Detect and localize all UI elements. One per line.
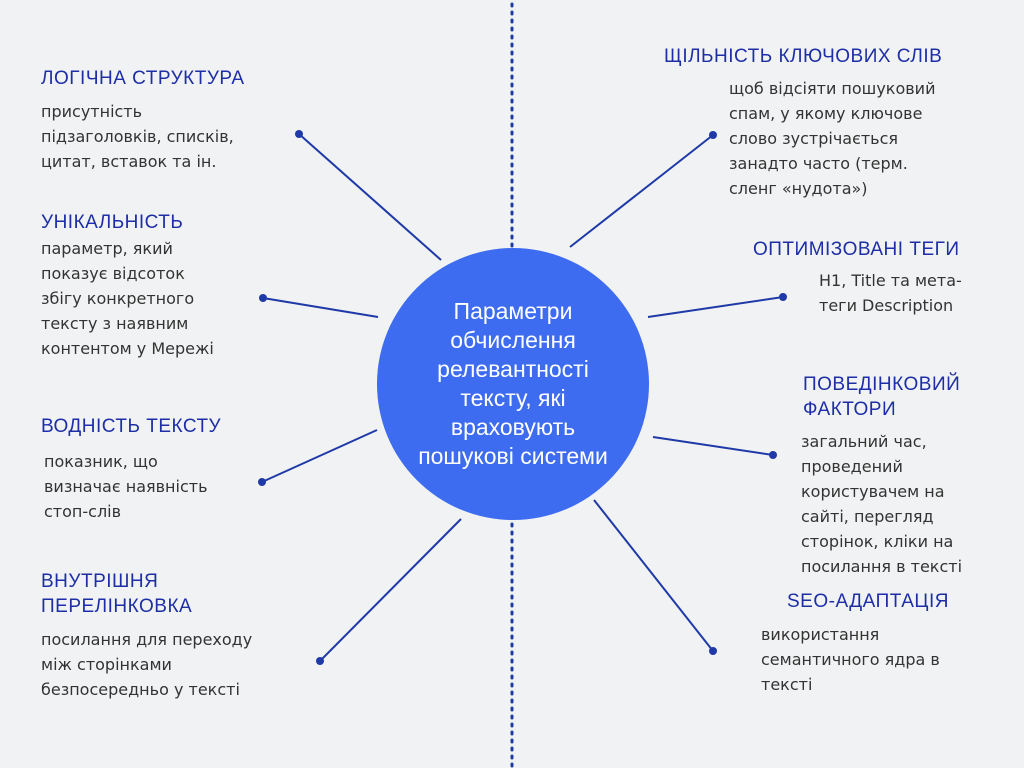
node-title-seo-adaptation: SEO-АДАПТАЦІЯ bbox=[787, 591, 949, 612]
connector-behavioral-factors bbox=[653, 437, 773, 455]
node-title-uniqueness: УНІКАЛЬНІСТЬ bbox=[41, 212, 184, 233]
connector-dot bbox=[259, 294, 267, 302]
node-desc-seo-adaptation: використання семантичного ядра в тексті bbox=[761, 625, 940, 694]
central-node-label: Параметри обчислення релевантності тексту, які враховують пошукові системи bbox=[418, 298, 608, 469]
node-desc-text-water: показник, що визначає наявність стоп-слів bbox=[44, 452, 208, 521]
node-title-logical-structure: ЛОГІЧНА СТРУКТУРА bbox=[41, 68, 245, 89]
connector-text-water bbox=[262, 430, 377, 482]
connector-dot bbox=[709, 647, 717, 655]
connector-dot bbox=[769, 451, 777, 459]
connector-dot bbox=[709, 131, 717, 139]
node-desc-behavioral-factors: загальний час, проведений користувачем на сайті, перегляд сторінок, кліки на посилання в тексті bbox=[801, 432, 963, 576]
connector-dot bbox=[258, 478, 266, 486]
node-desc-logical-structure: присутність підзаголовків, списків, цитат, вставок та ін. bbox=[41, 102, 234, 171]
connector-keyword-density bbox=[570, 135, 713, 247]
connector-seo-adaptation bbox=[594, 500, 713, 651]
node-desc-keyword-density: щоб відсіяти пошуковий спам, у якому ключове слово зустрічається занадто часто (терм. сленг «нудота») bbox=[729, 79, 936, 198]
connector-optimized-tags bbox=[648, 297, 783, 317]
connector-internal-linking bbox=[320, 519, 461, 661]
node-title-behavioral-factors: ПОВЕДІНКОВИЙ ФАКТОРИ bbox=[803, 374, 961, 420]
node-title-text-water: ВОДНІСТЬ ТЕКСТУ bbox=[41, 416, 222, 437]
connector-logical-structure bbox=[299, 134, 441, 260]
node-desc-uniqueness: параметр, який показує відсоток збігу конкретного тексту з наявним контентом у Мережі bbox=[41, 239, 214, 358]
node-title-keyword-density: ЩІЛЬНІСТЬ КЛЮЧОВИХ СЛІВ bbox=[664, 46, 943, 67]
connector-uniqueness bbox=[263, 298, 378, 317]
connector-dot bbox=[316, 657, 324, 665]
node-title-internal-linking: ВНУТРІШНЯ ПЕРЕЛІНКОВКА bbox=[41, 571, 193, 617]
node-desc-optimized-tags: H1, Title та мета- теги Description bbox=[819, 271, 962, 315]
node-desc-internal-linking: посилання для переходу між сторінками безпосередньо у тексті bbox=[41, 630, 253, 699]
central-node bbox=[377, 248, 649, 520]
node-title-optimized-tags: ОПТИМІЗОВАНІ ТЕГИ bbox=[753, 239, 960, 260]
connector-dot bbox=[295, 130, 303, 138]
connector-dot bbox=[779, 293, 787, 301]
